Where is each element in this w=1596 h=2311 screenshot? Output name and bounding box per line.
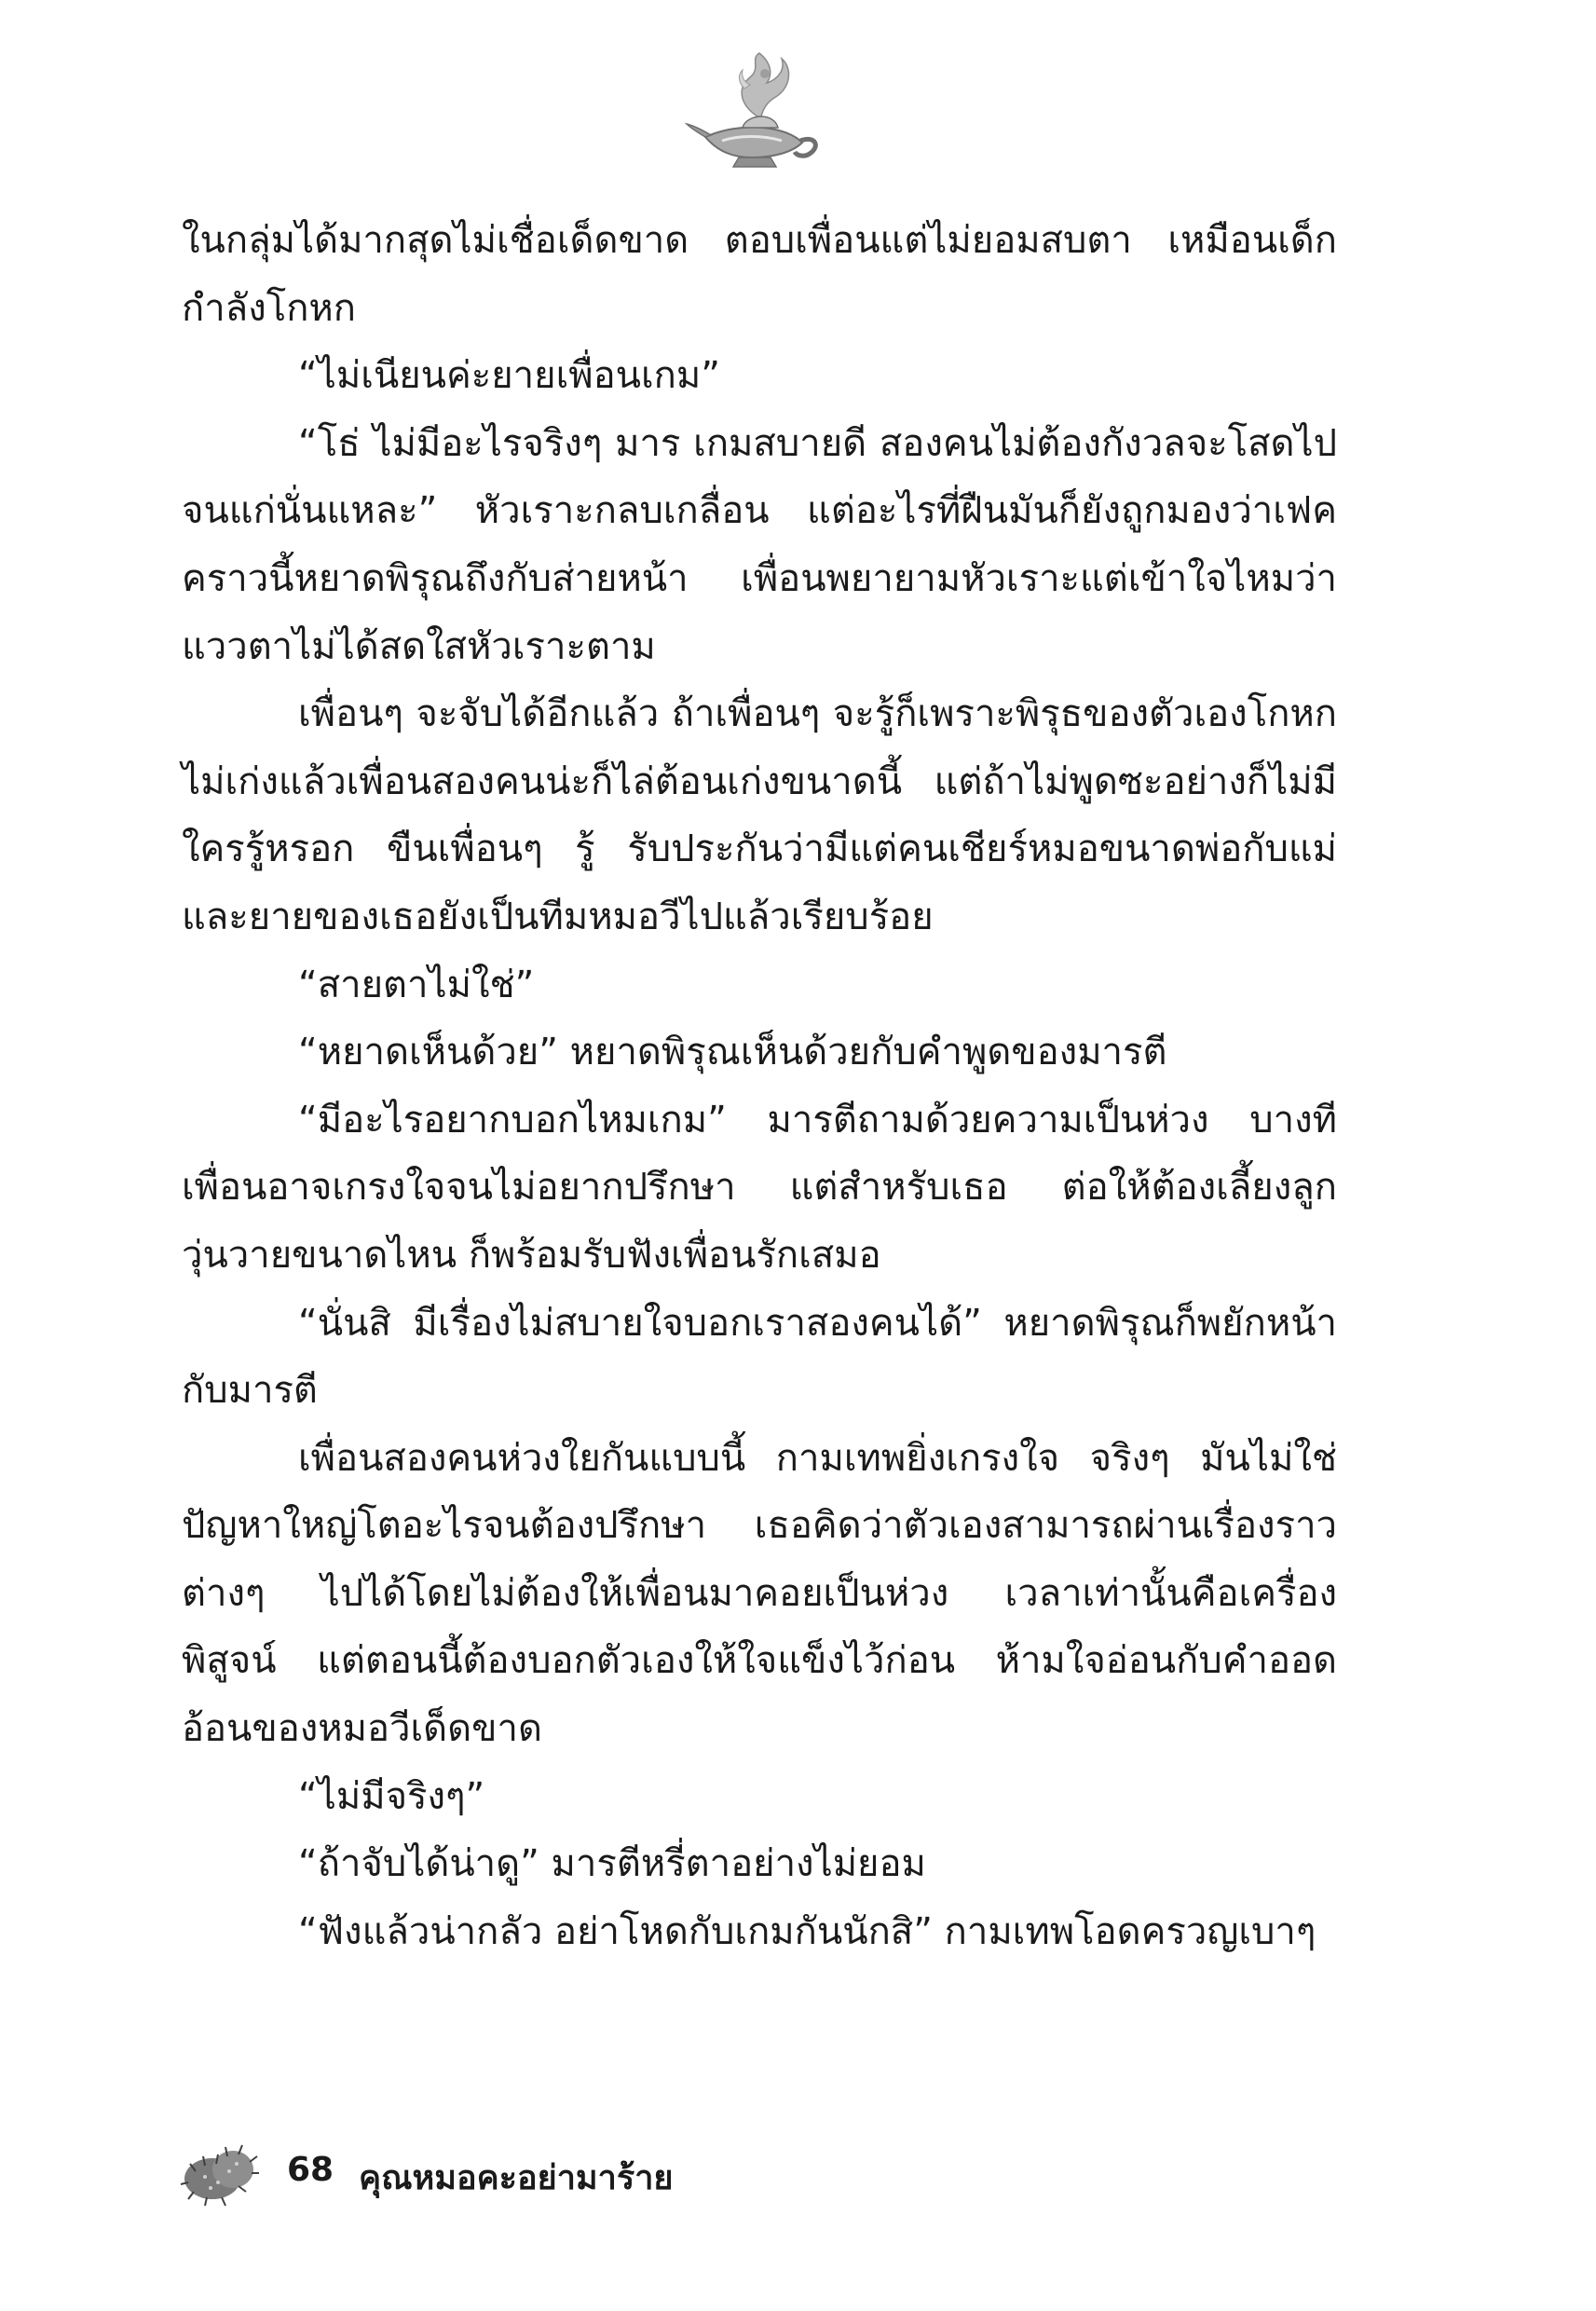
- paragraph: ในกลุ่มได้มากสุดไม่เชื่อเด็ดขาด ตอบเพื่อนแต่ไม่ยอมสบตา เหมือนเด็กกำลังโกหก: [182, 219, 1337, 330]
- book-title: คุณหมอคะอย่ามาร้าย: [359, 2159, 674, 2197]
- paragraph: “โธ่ ไม่มีอะไรจริงๆ มาร เกมสบายดี สองคนไม่ต้องกังวลจะโสดไปจนแก่นั่นแหละ” หัวเราะกลบเกลื่อน แต่อะไรที่ฝืนมันก็ยังถูกมองว่าเฟค คราวนี้หยาดพิรุณถึงกับส่ายหน้า เพื่อนพยายามหัวเราะแต่เข้าใจไหมว่าแววตาไม่ได้สดใสหัวเราะตาม: [182, 421, 1337, 668]
- paragraph: เพื่อนสองคนห่วงใยกันแบบนี้ กามเทพยิ่งเกรงใจ จริงๆ มันไม่ใช่ปัญหาใหญ่โตอะไรจนต้องปรึกษา เธอคิดว่าตัวเองสามารถผ่านเรื่องราวต่างๆ ไปได้โดยไม่ต้องให้เพื่อนมาคอยเป็นห่วง เวลาเท่านั้นคือเครื่องพิสูจน์ แต่ตอนนี้ต้องบอกตัวเองให้ใจแข็งไว้ก่อน ห้ามใจอ่อนกับคำออดอ้อนของหมอวีเด็ดขาด: [182, 1436, 1337, 1751]
- paragraph: “ฟังแล้วน่ากลัว อย่าโหดกับเกมกันนักสิ” กามเทพโอดครวญเบาๆ: [298, 1909, 1316, 1953]
- genie-lamp-icon: [685, 51, 825, 172]
- paragraph: “ไม่เนียนค่ะยายเพื่อนเกม”: [298, 354, 720, 398]
- durian-icon: [177, 2134, 261, 2208]
- paragraph: เพื่อนๆ จะจับได้อีกแล้ว ถ้าเพื่อนๆ จะรู้ก็เพราะพิรุธของตัวเองโกหกไม่เก่งแล้วเพื่อนสองคนน่ะก็ไล่ต้อนเก่งขนาดนี้ แต่ถ้าไม่พูดซะอย่างก็ไม่มีใครรู้หรอก ขืนเพื่อนๆ รู้ รับประกันว่ามีแต่คนเชียร์หมอขนาดพ่อกับแม่และยายของเธอยังเป็นทีมหมอวีไปแล้วเรียบร้อย: [182, 692, 1337, 938]
- page-number: 68: [287, 2151, 334, 2189]
- chapter-body: [182, 207, 1337, 1965]
- paragraph: “มีอะไรอยากบอกไหมเกม” มารตีถามด้วยความเป็นห่วง บางทีเพื่อนอาจเกรงใจจนไม่อยากปรึกษา แต่สำหรับเธอ ต่อให้ต้องเลี้ยงลูกวุ่นวายขนาดไหน ก็พร้อมรับฟังเพื่อนรักเสมอ: [182, 1098, 1337, 1277]
- paragraph: “หยาดเห็นด้วย” หยาดพิรุณเห็นด้วยกับคำพูดของมารตี: [298, 1031, 1167, 1074]
- paragraph: “ถ้าจับได้น่าดู” มารตีหรี่ตาอย่างไม่ยอม: [298, 1842, 926, 1886]
- paragraph: “นั่นสิ มีเรื่องไม่สบายใจบอกเราสองคนได้” หยาดพิรุณก็พยักหน้ากับมารตี: [182, 1301, 1337, 1413]
- paragraph: “ไม่มีจริงๆ”: [298, 1774, 485, 1818]
- paragraph: “สายตาไม่ใช่”: [298, 963, 535, 1006]
- page-footer: [177, 2134, 922, 2208]
